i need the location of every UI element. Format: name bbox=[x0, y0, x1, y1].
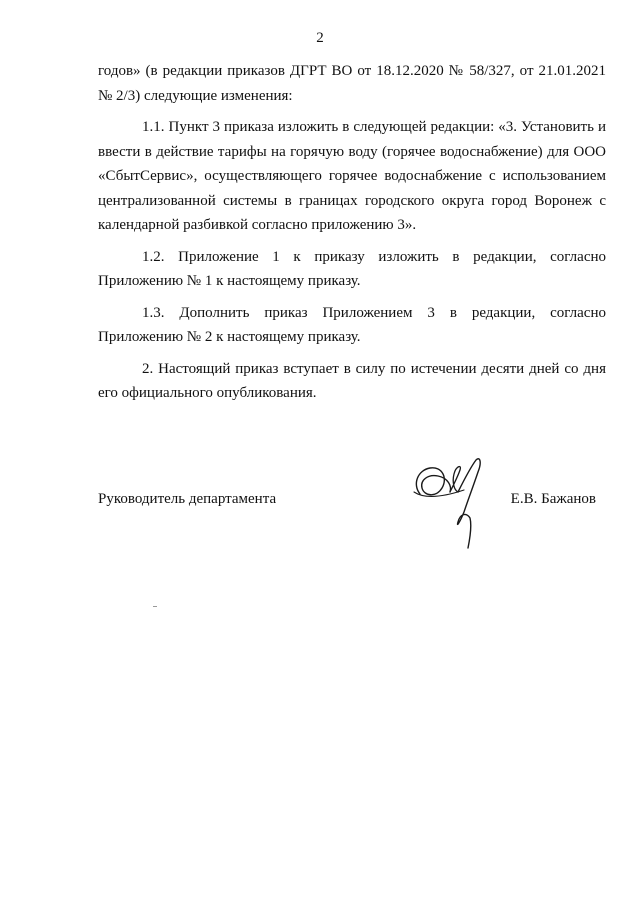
signatory-position: Руководитель департамента bbox=[98, 491, 277, 507]
paragraph-item-1-2: 1.2. Приложение 1 к приказу изложить в редакции, согласно Приложению № 1 к настоящему приказу. bbox=[98, 248, 606, 289]
scan-speck bbox=[153, 606, 157, 607]
page-number: 2 bbox=[316, 30, 324, 46]
paragraph-item-2: 2. Настоящий приказ вступает в силу по истечении десяти дней со дня его официального опубликования. bbox=[98, 360, 606, 401]
signatory-name: Е.В. Бажанов bbox=[510, 491, 596, 507]
paragraph-item-1-3: 1.3. Дополнить приказ Приложением 3 в редакции, согласно Приложению № 2 к настоящему приказу. bbox=[98, 304, 606, 345]
signature-block bbox=[98, 486, 606, 566]
document-body bbox=[98, 59, 606, 413]
paragraph-continuation: годов» (в редакции приказов ДГРТ ВО от 18.12.2020 № 58/327, от 21.01.2021 № 2/3) следующие изменения: bbox=[98, 63, 606, 104]
handwritten-signature bbox=[406, 456, 506, 551]
paragraph-item-1-1: 1.1. Пункт 3 приказа изложить в следующей редакции: «3. Установить и ввести в действие тарифы на горячую воду (горячее водоснабжение) для ООО «СбытСервис», осуществляющего горячее водоснабжение с использованием централизованной системы в границах городского округа город Воронеж с календарной разбивкой согласно приложению 3». bbox=[98, 119, 606, 233]
